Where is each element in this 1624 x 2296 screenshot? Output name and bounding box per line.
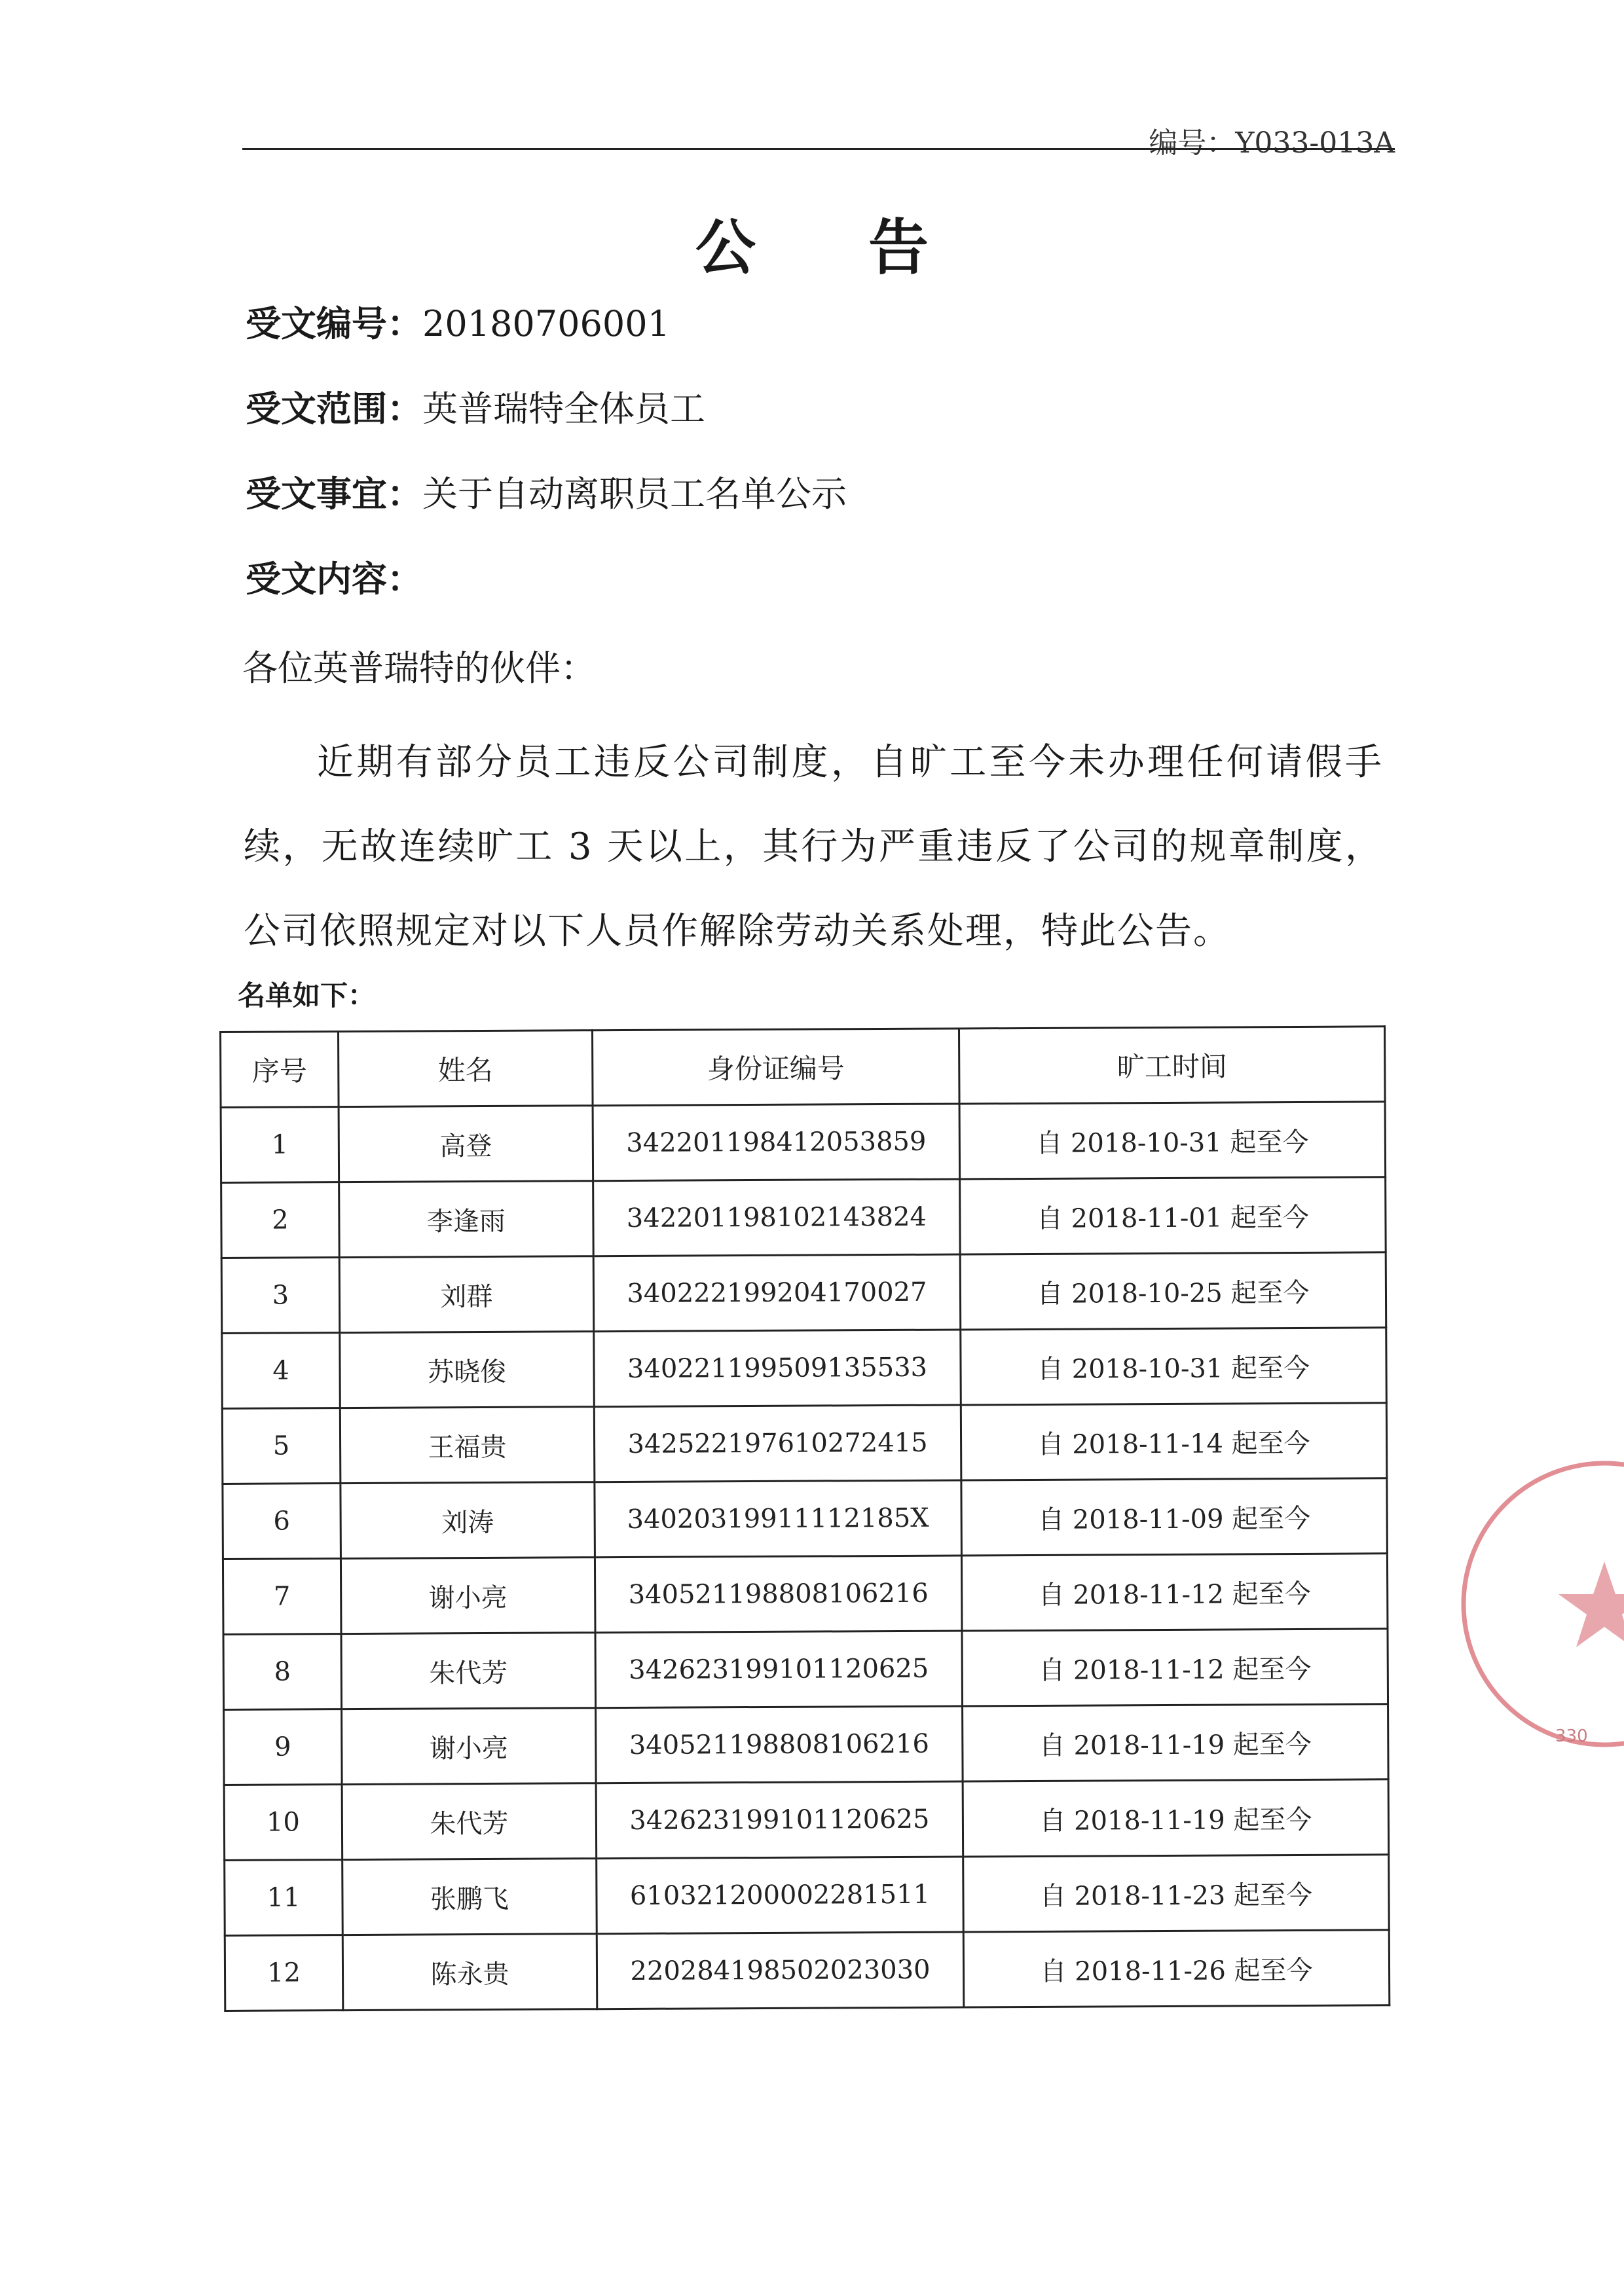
cell-id-number: 220284198502023030 — [597, 1932, 964, 2009]
page-title: 公 告 — [695, 213, 975, 283]
table-row — [222, 1403, 1387, 1484]
table-row — [221, 1252, 1386, 1334]
cell-seq: 12 — [225, 1935, 343, 2011]
cell-seq: 6 — [223, 1484, 341, 1559]
list-label: 名单如下： — [238, 979, 376, 1011]
cell-name: 谢小亮 — [342, 1708, 597, 1785]
cell-seq: 4 — [222, 1333, 341, 1409]
cell-absence-time: 自 2018-11-09 起至今 — [961, 1478, 1388, 1556]
cell-seq: 10 — [224, 1785, 342, 1861]
cell-id-number: 342623199101120625 — [595, 1631, 963, 1708]
field-label: 受文事宜： — [246, 473, 422, 515]
field-value: 20180706001 — [422, 303, 670, 344]
cell-name: 朱代芳 — [342, 1783, 597, 1860]
header-seq: 序号 — [221, 1032, 339, 1108]
employee-table-wrapper — [219, 1025, 1388, 2012]
employee-table — [219, 1025, 1390, 2012]
cell-absence-time: 自 2018-11-23 起至今 — [963, 1855, 1390, 1932]
cell-absence-time: 自 2018-10-25 起至今 — [960, 1252, 1386, 1330]
field-value: 英普瑞特全体员工 — [422, 388, 705, 429]
cell-name: 刘群 — [339, 1256, 594, 1333]
header-absence-time: 旷工时间 — [959, 1027, 1385, 1104]
cell-absence-time: 自 2018-10-31 起至今 — [961, 1328, 1387, 1405]
table-row — [223, 1554, 1388, 1635]
header-name: 姓名 — [339, 1030, 593, 1107]
cell-seq: 3 — [221, 1258, 340, 1334]
table-body — [221, 1102, 1390, 2011]
cell-name: 朱代芳 — [341, 1633, 596, 1709]
cell-id-number: 342623199101120625 — [596, 1781, 963, 1859]
cell-id-number: 340221199509135533 — [594, 1330, 961, 1407]
field-label: 受文编号： — [246, 303, 422, 344]
seal-number: 330 — [1555, 1726, 1588, 1746]
table-row — [223, 1629, 1388, 1710]
cell-name: 陈永贵 — [342, 1934, 597, 2011]
cell-seq: 2 — [221, 1182, 340, 1258]
cell-seq: 5 — [222, 1408, 341, 1484]
field-subject — [246, 466, 847, 517]
table-row — [221, 1177, 1386, 1258]
cell-id-number: 610321200002281511 — [597, 1857, 964, 1934]
cell-absence-time: 自 2018-11-19 起至今 — [963, 1704, 1389, 1781]
company-seal — [1437, 1447, 1624, 1761]
cell-id-number: 34020319911112185X — [595, 1480, 962, 1558]
cell-id-number: 340222199204170027 — [593, 1254, 961, 1332]
table-header-row — [221, 1027, 1386, 1108]
table-row — [224, 1704, 1389, 1785]
cell-absence-time: 自 2018-11-26 起至今 — [963, 1930, 1390, 2007]
table-row — [225, 1930, 1390, 2011]
table-row — [225, 1855, 1390, 1936]
body-paragraph: 近期有部分员工违反公司制度，自旷工至今未办理任何请假手续，无故连续旷工 3 天以上，其行为严重违反了公司的规章制度，公司依照规定对以下人员作解除劳动关系处理，特此公告。 — [244, 741, 1383, 953]
field-scope — [246, 381, 705, 431]
field-value: 关于自动离职员工名单公示 — [422, 473, 847, 515]
seal-star-icon — [1559, 1561, 1624, 1647]
cell-id-number: 340521198808106216 — [596, 1706, 963, 1783]
cell-absence-time: 自 2018-11-12 起至今 — [962, 1629, 1388, 1706]
cell-name: 谢小亮 — [341, 1558, 595, 1634]
field-label: 受文内容： — [246, 558, 422, 600]
cell-seq: 8 — [223, 1634, 342, 1710]
cell-absence-time: 自 2018-11-19 起至今 — [963, 1779, 1389, 1857]
header-id-number: 身份证编号 — [593, 1029, 960, 1106]
cell-absence-time: 自 2018-11-01 起至今 — [960, 1177, 1386, 1254]
document-code: 编号：Y033-013A — [1149, 126, 1395, 160]
cell-absence-time: 自 2018-11-14 起至今 — [961, 1403, 1387, 1480]
cell-name: 高登 — [339, 1106, 593, 1182]
table-row — [223, 1478, 1388, 1559]
cell-id-number: 342522197610272415 — [594, 1405, 961, 1482]
cell-name: 苏晓俊 — [340, 1332, 595, 1408]
field-label: 受文范围： — [246, 388, 422, 429]
cell-seq: 11 — [225, 1860, 343, 1936]
header-rule — [242, 148, 1395, 150]
cell-name: 张鹏飞 — [342, 1859, 597, 1935]
cell-seq: 1 — [221, 1107, 339, 1183]
table-row — [222, 1328, 1387, 1409]
cell-name: 刘涛 — [341, 1482, 595, 1559]
cell-absence-time: 自 2018-10-31 起至今 — [959, 1102, 1386, 1179]
cell-seq: 7 — [223, 1559, 341, 1635]
cell-id-number: 342201198412053859 — [593, 1104, 960, 1181]
cell-name: 王福贵 — [340, 1407, 595, 1484]
field-doc-number — [246, 296, 670, 346]
table-row — [224, 1779, 1389, 1861]
field-content — [246, 551, 422, 602]
table-row — [221, 1102, 1386, 1183]
cell-id-number: 340521198808106216 — [595, 1556, 962, 1633]
cell-name: 李逢雨 — [339, 1181, 594, 1258]
cell-id-number: 342201198102143824 — [593, 1179, 961, 1256]
cell-absence-time: 自 2018-11-12 起至今 — [961, 1554, 1388, 1631]
cell-seq: 9 — [224, 1709, 342, 1785]
greeting: 各位英普瑞特的伙伴： — [242, 647, 596, 689]
